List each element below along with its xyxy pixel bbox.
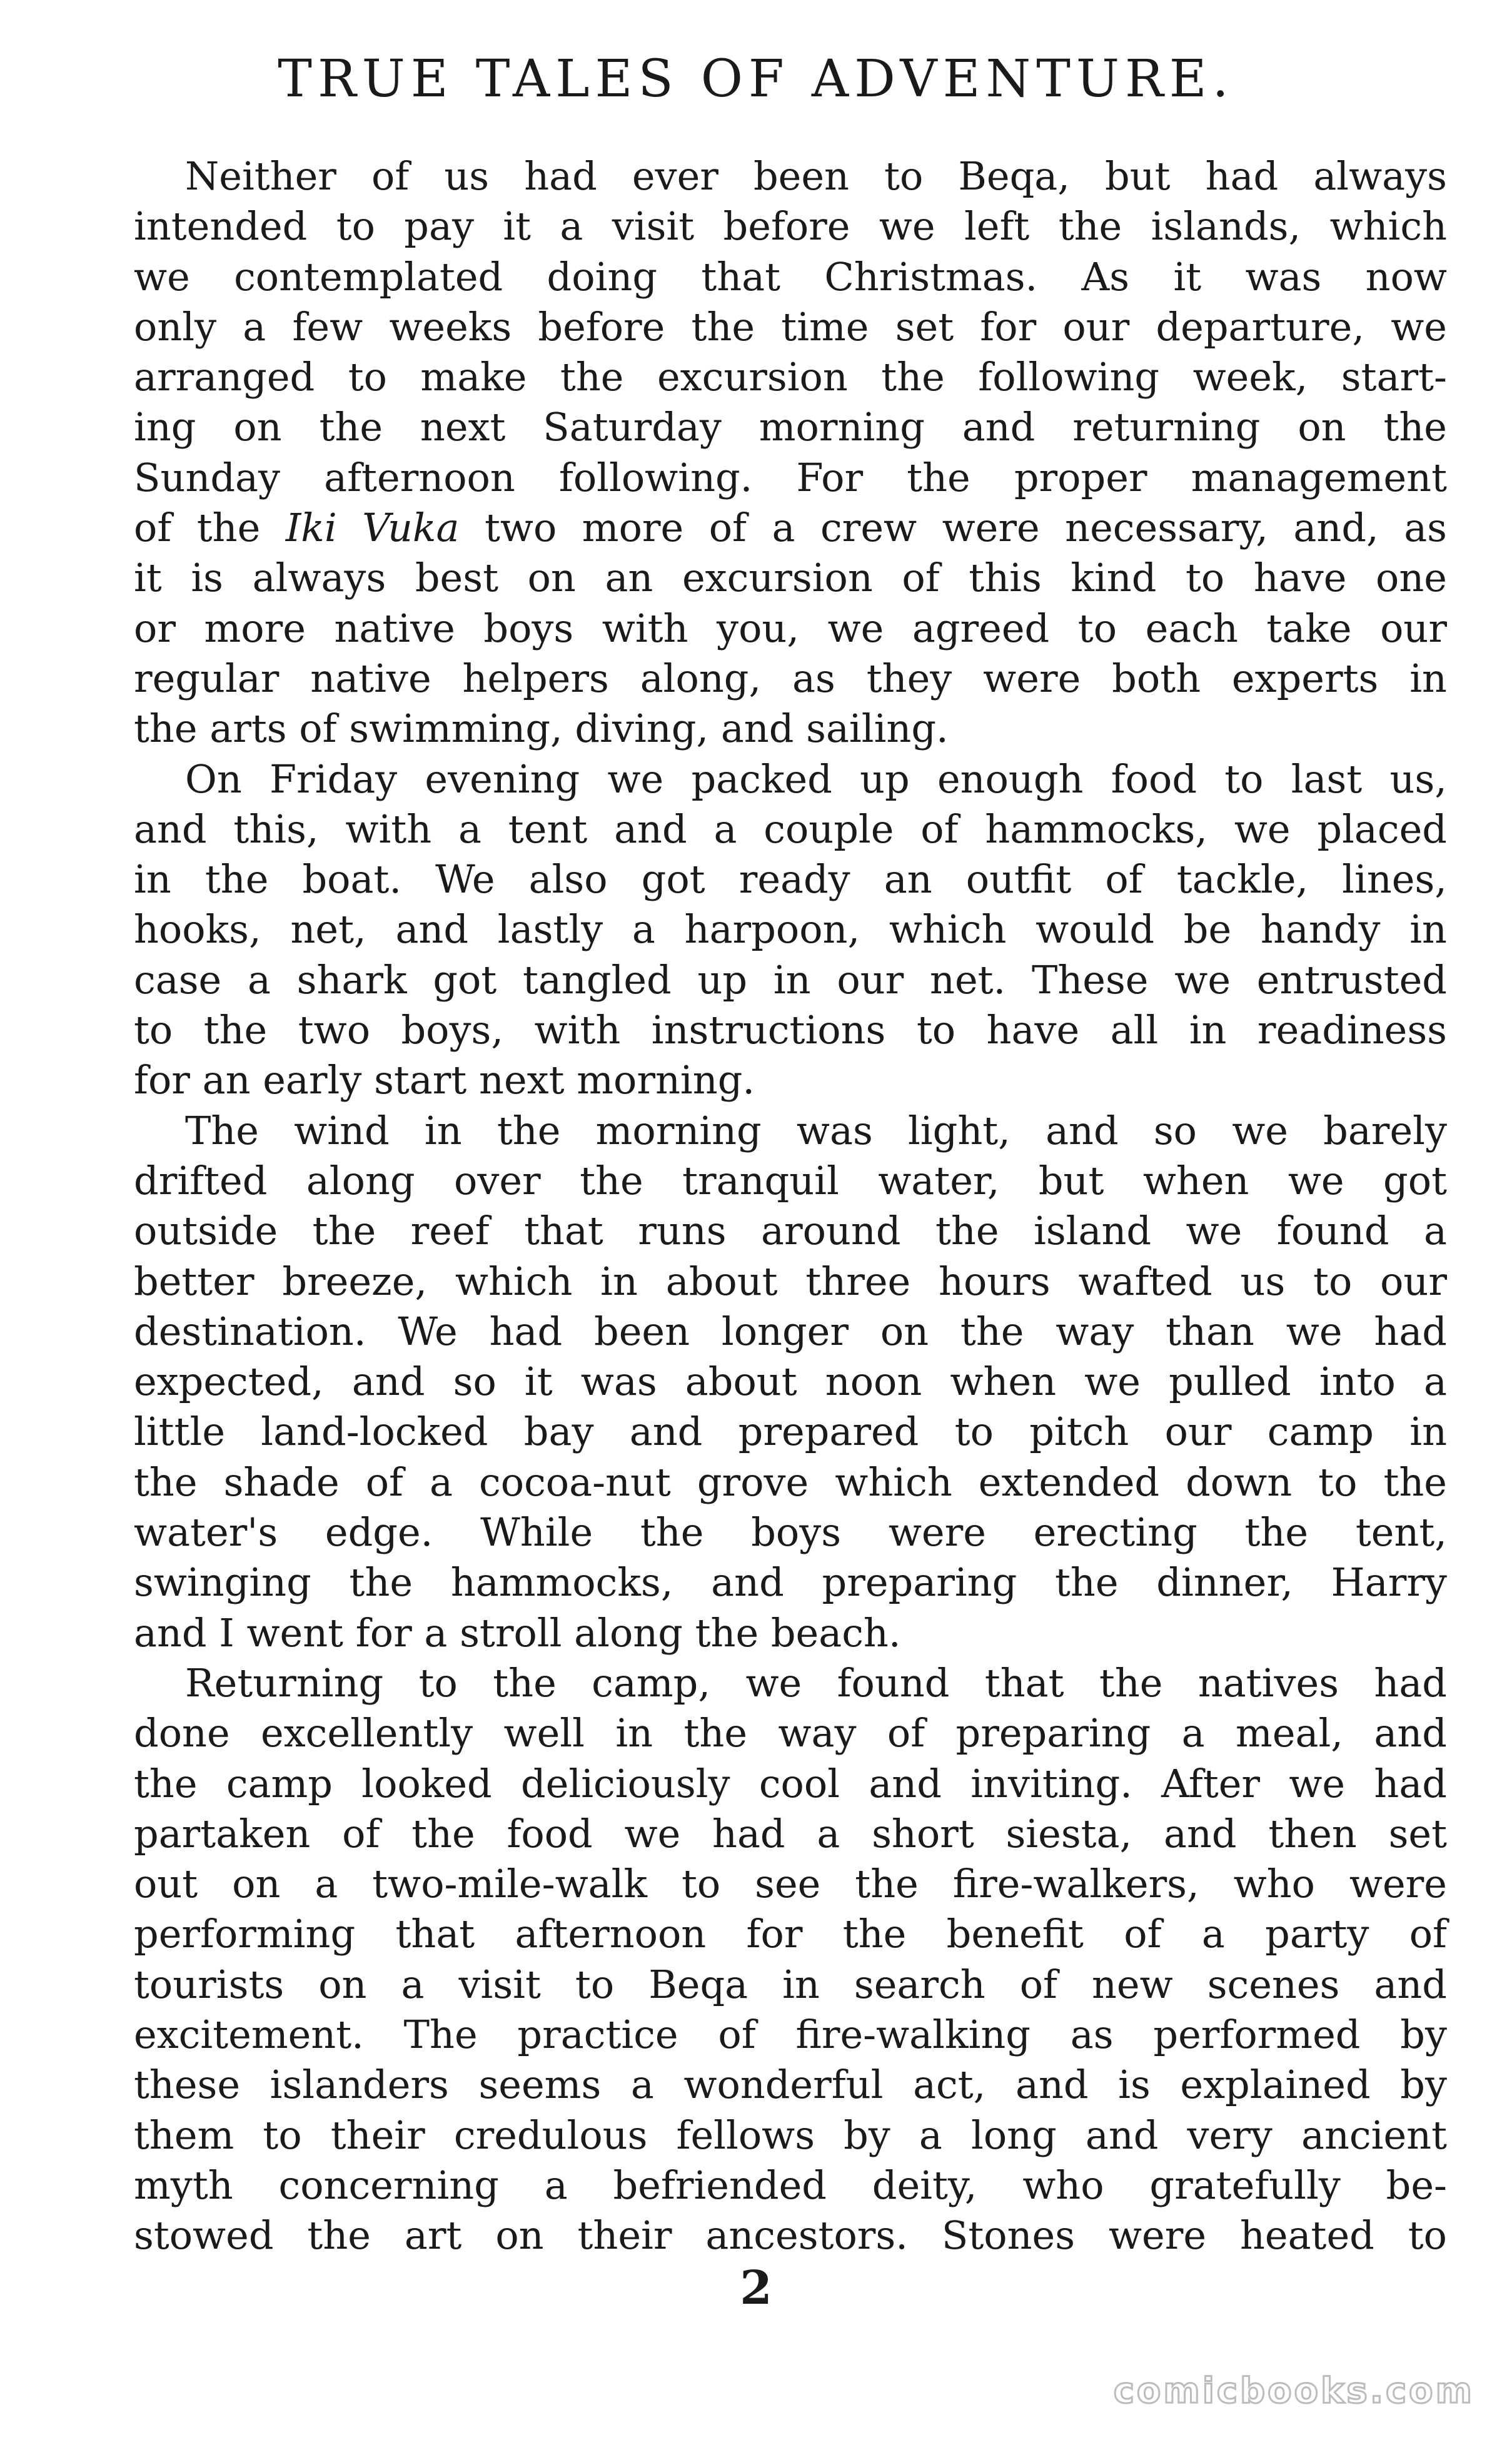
text-line: and this, with a tent and a couple of hammocks, we placed — [134, 806, 1447, 852]
text-line: them to their credulous fellows by a long and very ancient — [134, 2112, 1447, 2158]
text-line: performing that afternoon for the benefit of a party of — [134, 1911, 1447, 1957]
text-line: the arts of swimming, diving, and sailing. — [134, 706, 949, 752]
text-line: partaken of the food we had a short siesta, and then set — [134, 1810, 1447, 1857]
text-line: we contemplated doing that Christmas. As it was now — [134, 253, 1447, 300]
text-line: outside the reef that runs around the island we found a — [134, 1208, 1447, 1254]
text-line: little land-locked bay and prepared to pitch our camp in — [134, 1409, 1447, 1455]
text-line: On Friday evening we packed up enough food to last us, — [185, 756, 1447, 802]
text-line: stowed the art on their ancestors. Stones were heated to — [134, 2212, 1447, 2259]
text-line: in the boat. We also got ready an outfit of tackle, lines, — [134, 856, 1447, 903]
text-line: excitement. The practice of fire-walking as performed by — [134, 2011, 1447, 2057]
page-number: 2 — [740, 2261, 772, 2315]
text-line: drifted along over the tranquil water, but when we got — [134, 1157, 1447, 1203]
text-line: regular native helpers along, as they were both experts in — [134, 655, 1447, 701]
text-line: intended to pay it a visit before we left the islands, which — [134, 203, 1447, 250]
text-line: Neither of us had ever been to Beqa, but had always — [185, 153, 1447, 199]
text-line: myth concerning a befriended deity, who gratefully be- — [134, 2162, 1447, 2208]
text-line: case a shark got tangled up in our net. These we entrusted — [134, 956, 1447, 1003]
boat-name: Iki Vuka — [285, 505, 460, 551]
text-line: The wind in the morning was light, and so we barely — [185, 1107, 1447, 1153]
running-header: TRUE TALES OF ADVENTURE. — [278, 49, 1234, 109]
text-line: arranged to make the excursion the following week, start- — [134, 354, 1447, 400]
text-line: Returning to the camp, we found that the natives had — [185, 1659, 1447, 1706]
text-line: tourists on a visit to Beqa in search of new scenes and — [134, 1961, 1447, 2007]
text-line: of the Iki Vuka two more of a crew were necessary, and, as — [134, 505, 1448, 551]
text-line: and I went for a stroll along the beach. — [134, 1609, 901, 1656]
text-line: swinging the hammocks, and preparing the dinner, Harry — [134, 1559, 1447, 1606]
text-line: water's edge. While the boys were erecting the tent, — [134, 1509, 1447, 1556]
text-line: expected, and so it was about noon when we pulled into a — [134, 1359, 1447, 1405]
text-line: these islanders seems a wonderful act, and is explained by — [134, 2062, 1447, 2108]
text-line: out on a two-mile-walk to see the fire-walkers, who were — [134, 1861, 1447, 1907]
text-line: ing on the next Saturday morning and returning on the — [134, 404, 1447, 450]
text-line: to the two boys, with instructions to have all in readiness — [134, 1007, 1447, 1053]
text-line: for an early start next morning. — [134, 1057, 755, 1103]
text-line: Sunday afternoon following. For the proper management — [134, 454, 1447, 500]
text-line: only a few weeks before the time set for our departure, we — [134, 303, 1447, 350]
text-line: it is always best on an excursion of this kind to have one — [134, 555, 1447, 601]
body-text — [134, 151, 1447, 2261]
text-line: destination. We had been longer on the way than we had — [134, 1308, 1447, 1354]
text-line: the shade of a cocoa-nut grove which extended down to the — [134, 1459, 1447, 1505]
watermark: comicbooks.com — [1113, 2371, 1474, 2411]
text-line: done excellently well in the way of preparing a meal, and — [134, 1710, 1447, 1756]
text-line: better breeze, which in about three hours wafted us to our — [134, 1258, 1447, 1304]
text-line: hooks, net, and lastly a harpoon, which would be handy in — [134, 906, 1447, 953]
text-line: or more native boys with you, we agreed to each take our — [134, 605, 1447, 651]
text-line: the camp looked deliciously cool and inviting. After we had — [134, 1760, 1447, 1806]
